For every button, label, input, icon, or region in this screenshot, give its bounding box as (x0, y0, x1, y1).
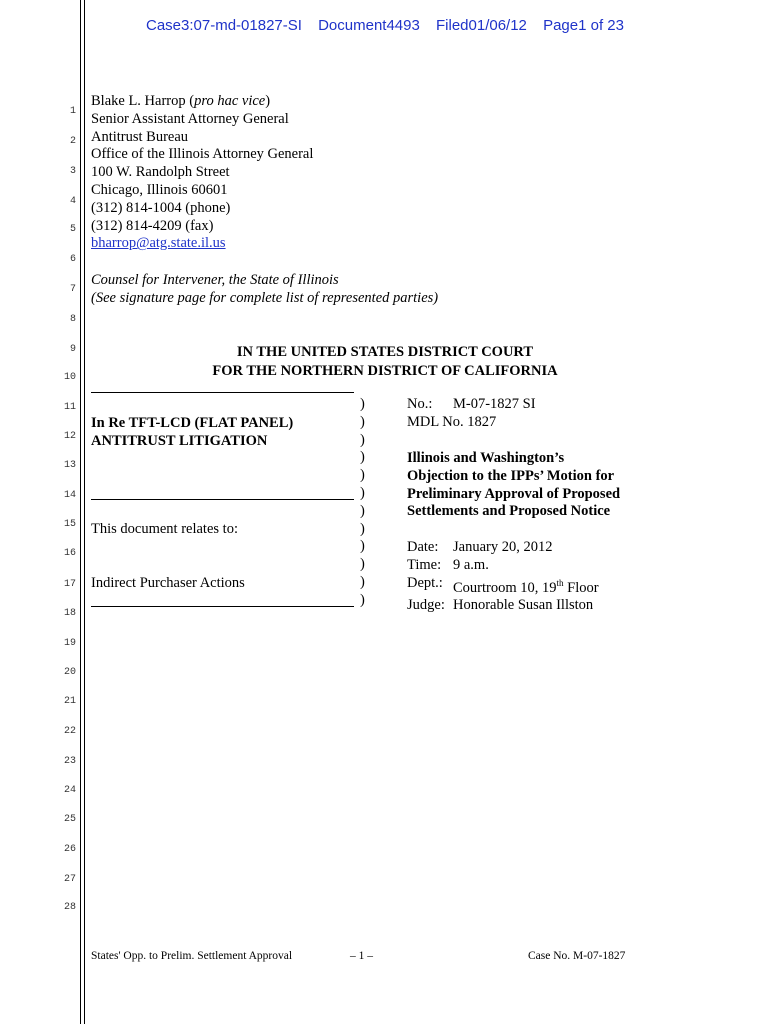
line-number: 27 (63, 874, 76, 885)
caption-paren: ) (360, 431, 365, 448)
caption-paren: ) (360, 502, 365, 519)
margin-rule-outer (80, 0, 81, 1024)
counsel-block (91, 272, 438, 308)
case-title-line-1: In Re TFT-LCD (FLAT PANEL) (91, 415, 294, 431)
date-label: Date: (407, 539, 439, 555)
caption-rule-top (91, 392, 354, 393)
mdl-number: MDL No. 1827 (407, 413, 497, 430)
line-number: 23 (63, 756, 76, 767)
caption-paren: ) (360, 520, 365, 537)
case-title (91, 415, 293, 451)
dept-label: Dept.: (407, 574, 443, 591)
date-value: January 20, 2012 (453, 539, 553, 555)
attorney-name-line: Blake L. Harrop (pro hac vice) (91, 93, 271, 109)
counsel-line-1: Counsel for Intervener, the State of Illinois (91, 272, 339, 288)
attorney-phone: (312) 814-1004 (phone) (91, 199, 231, 216)
line-number: 26 (63, 844, 76, 855)
header-page-count: Page1 of 23 (543, 17, 624, 34)
dept-floor: Floor (563, 579, 599, 596)
line-number: 15 (63, 519, 76, 530)
attorney-office: Office of the Illinois Attorney General (91, 146, 314, 163)
indirect-purchaser-actions: Indirect Purchaser Actions (91, 575, 245, 591)
line-number: 17 (63, 579, 76, 590)
margin-rule-inner (84, 0, 85, 1024)
line-number: 11 (63, 402, 76, 413)
pro-hac-vice: pro hac vice (194, 93, 266, 109)
dept-value (453, 575, 599, 598)
case-number-block (407, 396, 536, 432)
line-number: 12 (63, 431, 76, 442)
header-document-number: Document4493 (318, 17, 420, 34)
line-number: 25 (63, 814, 76, 825)
court-line-2: FOR THE NORTHERN DISTRICT OF CALIFORNIA (212, 363, 558, 379)
attorney-city: Chicago, Illinois 60601 (91, 181, 228, 198)
line-number: 9 (69, 344, 76, 355)
case-title-line-2: ANTITRUST LITIGATION (91, 432, 268, 449)
header-filed-date: Filed01/06/12 (436, 17, 527, 34)
document-title (407, 450, 620, 521)
line-number: 7 (69, 284, 76, 295)
header-case-number: Case3:07-md-01827-SI (146, 17, 302, 34)
relates-text: This document relates to: (91, 521, 238, 537)
caption-paren: ) (360, 556, 365, 573)
caption-parentheses (360, 396, 365, 610)
line-number: 28 (63, 902, 76, 913)
line-number: 22 (63, 726, 76, 737)
line-number: 2 (69, 136, 76, 147)
line-number: 20 (63, 667, 76, 678)
attorney-email-link[interactable]: bharrop@atg.state.il.us (91, 235, 226, 252)
attorney-fax: (312) 814-4209 (fax) (91, 217, 214, 234)
caption-rule-middle (91, 499, 354, 500)
attorney-street: 100 W. Randolph Street (91, 164, 230, 181)
attorney-title: Senior Assistant Attorney General (91, 110, 289, 127)
footer-title: States' Opp. to Prelim. Settlement Approval (91, 950, 293, 962)
doc-title-line-2: Objection to the IPPs’ Motion for (407, 467, 615, 484)
line-number: 10 (63, 372, 76, 383)
line-number: 6 (69, 254, 76, 265)
dept-courtroom: Courtroom 10, 19 (453, 579, 557, 596)
case-no-value: M-07-1827 SI (453, 396, 536, 412)
line-number: 14 (63, 490, 76, 501)
doc-title-line-4: Settlements and Proposed Notice (407, 503, 611, 520)
judge-value: Honorable Susan Illston (453, 597, 594, 614)
hearing-info (407, 539, 599, 615)
court-title (200, 343, 570, 381)
line-number: 18 (63, 608, 76, 619)
case-no-label: No.: (407, 396, 433, 412)
footer-case-number: Case No. M-07-1827 (528, 950, 626, 962)
caption-paren: ) (360, 396, 365, 412)
line-number: 21 (63, 696, 76, 707)
line-number: 24 (63, 785, 76, 796)
line-number: 8 (69, 314, 76, 325)
line-number: 1 (69, 106, 76, 117)
court-line-1: IN THE UNITED STATES DISTRICT COURT (236, 344, 534, 360)
time-label: Time: (407, 556, 442, 573)
line-number: 13 (63, 460, 76, 471)
line-number: 4 (69, 196, 76, 207)
caption-paren: ) (360, 538, 365, 555)
line-number: 16 (63, 548, 76, 559)
judge-label: Judge: (407, 597, 445, 614)
caption-paren: ) (360, 591, 365, 608)
caption-paren: ) (360, 449, 365, 466)
caption-rule-bottom (91, 606, 354, 607)
doc-title-line-1: Illinois and Washington’s (407, 450, 565, 466)
counsel-line-2: (See signature page for complete list of represented parties) (91, 289, 439, 306)
attorney-name: Blake L. Harrop (91, 93, 186, 109)
caption-paren: ) (360, 413, 365, 430)
line-number: 3 (69, 166, 76, 177)
caption-paren: ) (360, 484, 365, 501)
line-number: 19 (63, 638, 76, 649)
line-number: 5 (69, 224, 76, 235)
dept-floor-ordinal: th (556, 577, 564, 588)
caption-paren: ) (360, 573, 365, 590)
ecf-header (0, 17, 770, 34)
attorney-bureau: Antitrust Bureau (91, 128, 189, 145)
footer-page-number: – 1 – (350, 950, 373, 962)
caption-paren: ) (360, 467, 365, 484)
doc-title-line-3: Preliminary Approval of Proposed (407, 485, 621, 502)
attorney-block (91, 93, 313, 253)
time-value: 9 a.m. (453, 556, 489, 573)
